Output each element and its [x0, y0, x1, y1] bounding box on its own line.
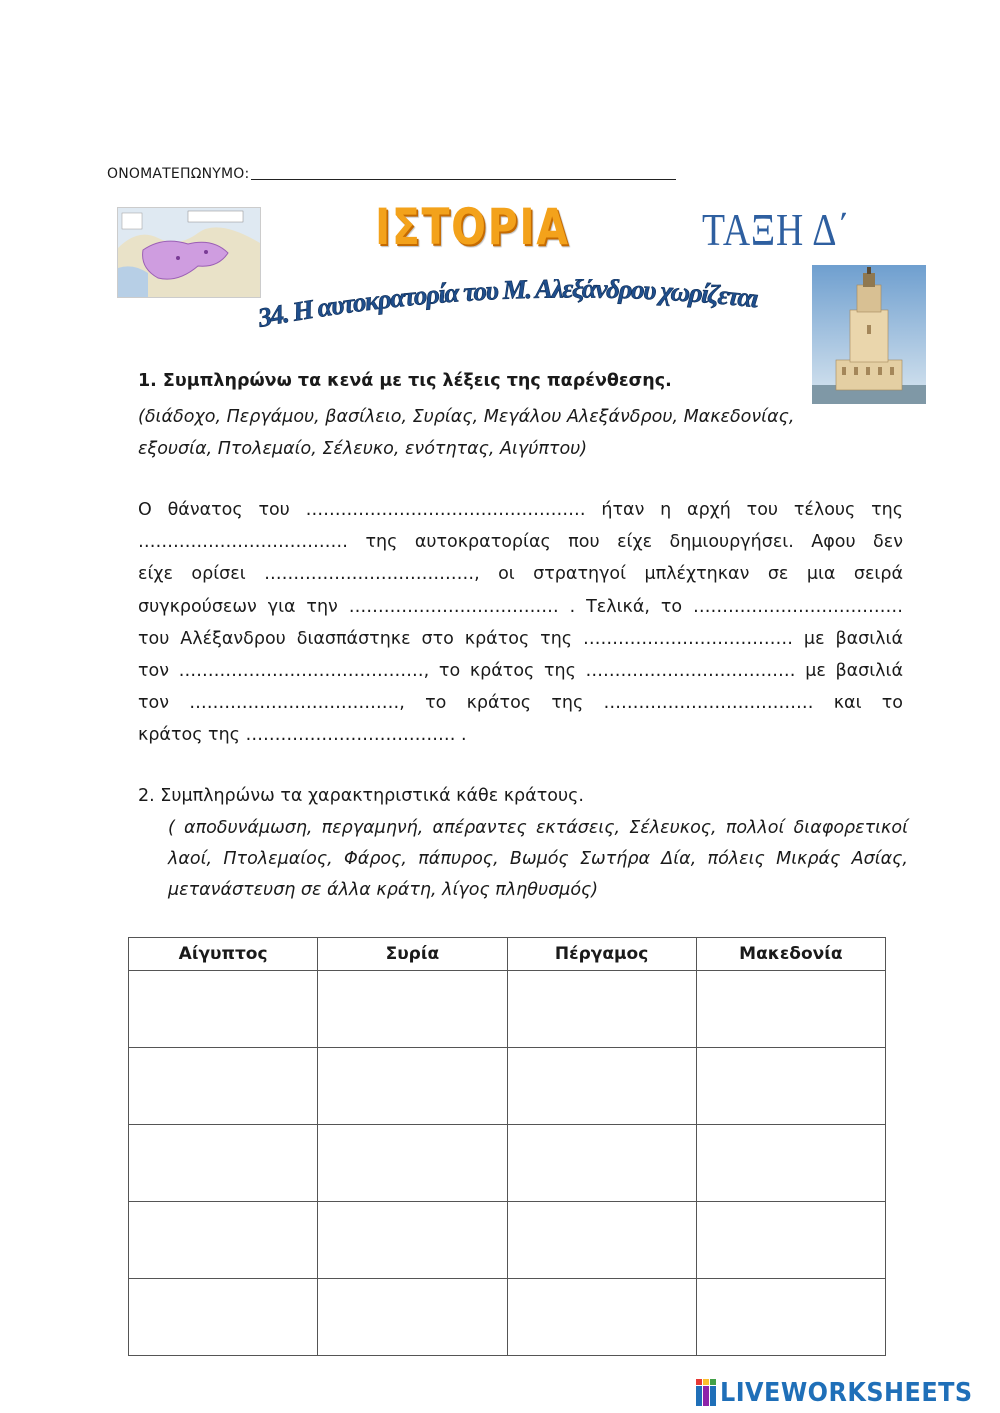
answer-cell[interactable]	[696, 1279, 885, 1356]
answer-cell[interactable]	[129, 1202, 318, 1279]
question2-word-bank: ( αποδυνάμωση, περγαμηνή, απέραντες εκτάσεις, Σέλευκος, πολλοί διαφορετικοί λαοί, Πτολεμαίος, Φάρος, πάπυρος, Βωμός Σωτήρα Δία, πόλεις Μικράς Ασίας, μετανάστευση σε άλλα κράτη, λίγος πληθυσμός)	[168, 818, 908, 900]
table-row	[129, 1125, 886, 1202]
word-bank-line-2: εξουσία, Πτολεμαίο, Σέλευκο, ενότητας, Αιγύπτου)	[138, 439, 588, 459]
fill-in-paragraph	[138, 494, 903, 752]
subtitle-text	[255, 279, 761, 333]
paragraph-line-7: τον ………………………………, το κράτος της ……………………………… και το	[138, 693, 903, 714]
answer-cell[interactable]	[696, 971, 885, 1048]
table-row	[129, 1279, 886, 1356]
paragraph-line-3: είχε ορίσει ………………………………, οι στρατηγοί μπλέχτηκαν σε μια σειρά	[138, 564, 903, 585]
liveworksheets-logo-text: LIVEWORKSHEETS	[720, 1378, 973, 1408]
answer-cell[interactable]	[318, 1202, 507, 1279]
subtitle-textpath: 34. Η αυτοκρατορία του Μ. Αλεξάνδρου χωρίζεται	[255, 279, 761, 333]
header-macedonia: Μακεδονία	[696, 938, 885, 971]
map-image	[117, 207, 261, 298]
states-table	[128, 937, 886, 1356]
answer-cell[interactable]	[696, 1048, 885, 1125]
question2-title: 2. Συμπληρώνω τα χαρακτηριστικά κάθε κράτους.	[138, 786, 584, 806]
answer-cell[interactable]	[507, 1048, 696, 1125]
name-blank[interactable]	[251, 179, 676, 180]
answer-cell[interactable]	[507, 1202, 696, 1279]
table-row	[129, 1202, 886, 1279]
answer-cell[interactable]	[129, 971, 318, 1048]
answer-cell[interactable]	[696, 1125, 885, 1202]
question1-title: 1. Συμπληρώνω τα κενά με τις λέξεις της παρένθεσης.	[138, 371, 672, 391]
header-egypt: Αίγυπτος	[129, 938, 318, 971]
answer-cell[interactable]	[507, 1125, 696, 1202]
table-row	[129, 1048, 886, 1125]
paragraph-line-2: ……………………………… της αυτοκρατορίας που είχε δημιουργήσει. Αφου δεν	[138, 532, 903, 553]
paragraph-line-4: συγκρούσεων για την ……………………………… . Τελικά, το ………………………………	[138, 596, 903, 617]
table-header-row	[129, 938, 886, 971]
lesson-subtitle	[250, 279, 780, 339]
grade-label: ΤΑΞΗ Δ΄	[702, 204, 851, 255]
paragraph-line-8: κράτος της ……………………………… .	[138, 725, 467, 746]
paragraph-line-1: Ο θάνατος του ………………………………………… ήταν η αρχή του τέλους της	[138, 500, 903, 520]
name-field	[107, 166, 676, 182]
title-istoria: ΙΣΤΟΡΙΑ	[375, 198, 570, 256]
answer-cell[interactable]	[318, 1048, 507, 1125]
liveworksheets-logo-icon	[696, 1378, 718, 1408]
answer-cell[interactable]	[507, 1279, 696, 1356]
answer-cell[interactable]	[507, 971, 696, 1048]
header-syria: Συρία	[318, 938, 507, 971]
header-pergamon: Πέργαμος	[507, 938, 696, 971]
question1-word-bank	[138, 401, 938, 465]
paragraph-line-6: τον ……………………………………, το κράτος της ……………………………… με βασιλιά	[138, 661, 903, 682]
answer-cell[interactable]	[696, 1202, 885, 1279]
answer-cell[interactable]	[129, 1279, 318, 1356]
answer-cell[interactable]	[318, 971, 507, 1048]
table-row	[129, 971, 886, 1048]
answer-cell[interactable]	[129, 1048, 318, 1125]
paragraph-line-5: του Αλέξανδρου διασπάστηκε στο κράτος της ……………………………… με βασιλιά	[138, 628, 903, 649]
name-label: ΟΝΟΜΑΤΕΠΩΝΥΜΟ:	[107, 166, 250, 182]
answer-cell[interactable]	[129, 1125, 318, 1202]
lighthouse-image	[812, 265, 926, 404]
word-bank-line-1: (διάδοχο, Περγάμου, βασίλειο, Συρίας, Μεγάλου Αλεξάνδρου, Μακεδονίας,	[138, 407, 795, 427]
answer-cell[interactable]	[318, 1279, 507, 1356]
answer-cell[interactable]	[318, 1125, 507, 1202]
